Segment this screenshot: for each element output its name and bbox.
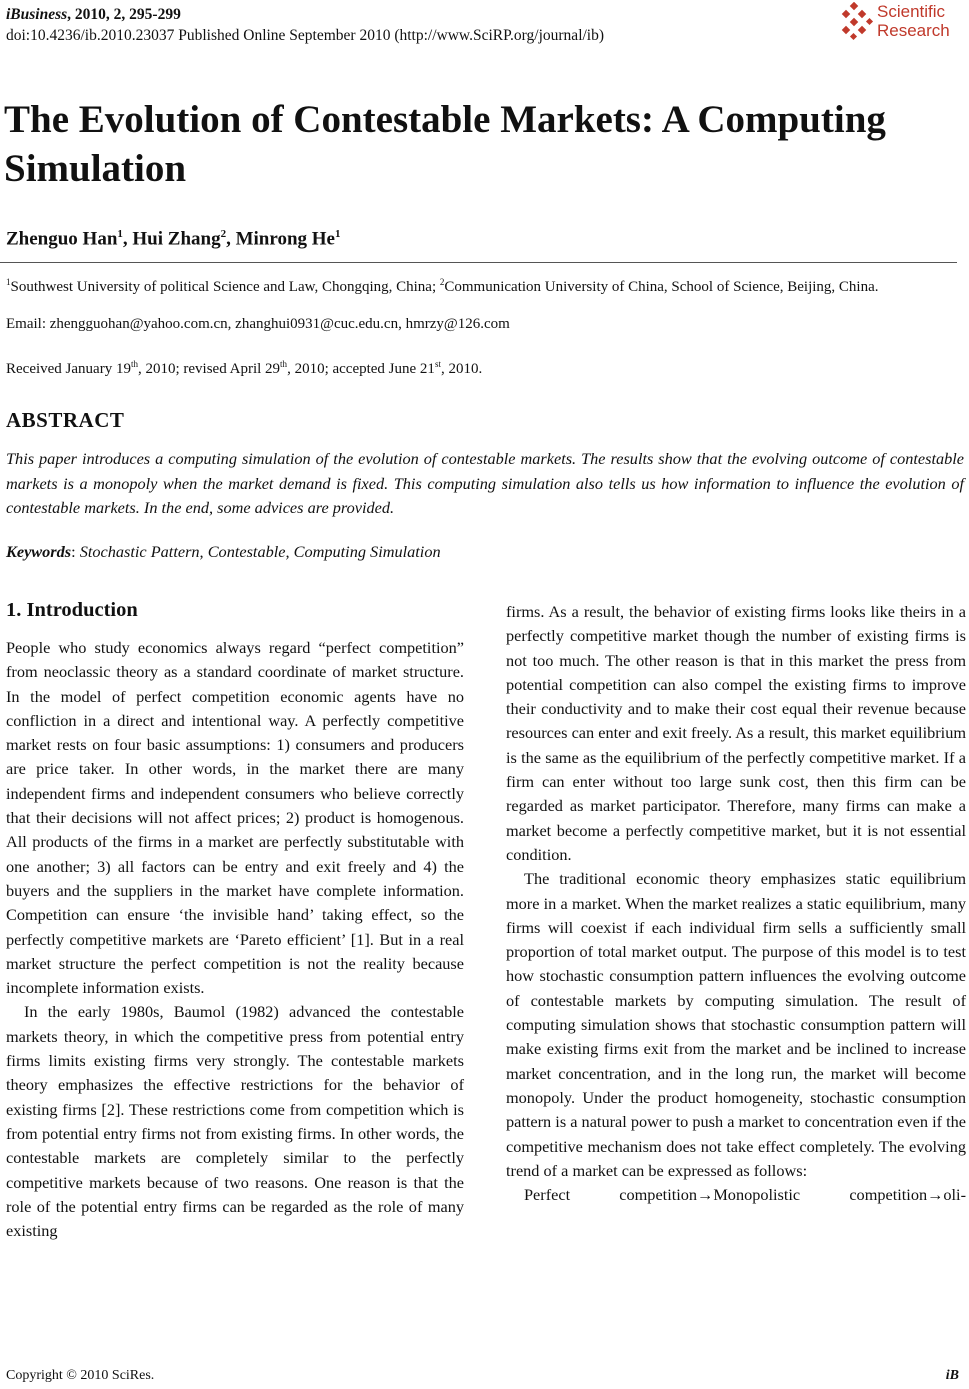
- section-heading-introduction: 1. Introduction: [6, 599, 138, 621]
- revised-date-text: , 2010; revised April 29: [137, 361, 281, 377]
- keywords-label: Keywords: [6, 542, 72, 561]
- journal-header: [6, 4, 604, 46]
- copyright-footer: Copyright © 2010 SciRes.: [6, 1368, 155, 1383]
- right-column: [506, 600, 966, 1207]
- affiliation-text: Communication University of China, School of Science, Beijing, China.: [444, 279, 879, 295]
- received-date-text: Received January 19: [6, 361, 131, 377]
- logo-line-2: Research: [877, 21, 950, 40]
- scientific-research-logo-icon: [837, 2, 875, 42]
- affiliation-text: Southwest University of political Science and Law, Chongqing, China;: [10, 279, 440, 295]
- body-paragraph: Perfect competition→Monopolistic competition→oli-: [524, 1185, 966, 1205]
- keywords-colon: :: [71, 542, 80, 561]
- ordinal-suffix: th: [130, 359, 138, 369]
- author-name: Minrong He: [235, 228, 335, 250]
- logo-line-1: Scientific: [877, 2, 946, 21]
- body-paragraph: firms. As a result, the behavior of existing firms looks like theirs in a perfectly competitive market though the number of existing firms is not too much. The other reason is that in this market the press from potential competition can also compel the existing firms to improve their conductivity and to make their cost equal their revenue because resources can enter and exit freely. As a result, this market equilibrium is the same as the equilibrium of the perfectly competitive market. If a firm can enter without too large sunk cost, then this firm can be regarded as market participator. Therefore, many firms can make a market become a perfectly competitive market, but it is not essential condition.: [506, 602, 966, 864]
- affiliation-mark: 1: [6, 277, 11, 287]
- author-affiliation-mark: 1: [117, 228, 123, 240]
- email-line: Email: zhengguohan@yahoo.com.cn, zhanghui0931@cuc.edu.cn, hmrzy@126.com: [6, 316, 510, 332]
- journal-citation: [6, 4, 604, 25]
- abstract-text: This paper introduces a computing simulation of the evolution of contestable markets. The results show that the evolving outcome of contestable markets is a monopoly when the market demand is fixed. This computing simulation also tells us how information to influence the evolution of contestable markets. In the end, some advices are provided.: [6, 449, 964, 517]
- ordinal-suffix: th: [280, 359, 288, 369]
- author-affiliation-mark: 1: [335, 228, 341, 240]
- author-name: Hui Zhang: [132, 228, 221, 250]
- author-list: [6, 228, 341, 250]
- affiliations: [6, 272, 946, 298]
- body-paragraph: People who study economics always regard “perfect competition” from neoclassic theory as a standard coordinate of market structure. In the model of perfect competition economic agents have no confliction in a direct and intentional way. A perfectly competitive market rests on four basic assumptions: 1) consumers and producers are price taker. In other words, in the market there are many independent firms and independent consumers who believe correctly that their decisions will not affect prices; 2) product is homogenous. All products of the firms in a market are perfectly substitutable with one another; 3) all factors can be entry and exit freely and 4) the buyers and the suppliers in the market have complete information. Competition can ensure ‘the invisible hand’ taking effect, so the perfectly competitive markets are ‘Pareto efficient’ [1]. But in a real market structure the perfect competition is not the reality because incomplete information exists.: [6, 638, 464, 998]
- journal-abbrev-footer: iB: [945, 1368, 959, 1383]
- author-name: Zhenguo Han: [6, 228, 118, 250]
- logo-text: [877, 2, 950, 40]
- author-separator: ,: [226, 228, 236, 250]
- author-affiliation-mark: 2: [220, 228, 227, 240]
- accepted-date-text: , 2010; accepted June 21: [287, 361, 435, 377]
- date-end-text: , 2010.: [440, 361, 483, 377]
- abstract-heading: ABSTRACT: [6, 408, 125, 432]
- header-divider: [0, 262, 957, 263]
- journal-name: iBusiness: [6, 6, 68, 23]
- keywords-text: Stochastic Pattern, Contestable, Computing Simulation: [79, 542, 441, 561]
- left-column: [6, 636, 464, 1243]
- volume-info: , 2010, 2, 295-299: [67, 6, 181, 23]
- body-paragraph: The traditional economic theory emphasizes static equilibrium more in a market. When the market realizes a static equilibrium, many firms will coexist if each individual firm sells a sufficiently small proportion of total market output. The purpose of this model is to test how stochastic consumption pattern influences the evolving outcome of contestable markets by computing simulation. The result of computing simulation shows that stochastic consumption pattern will make existing firms exit from the market and be inclined to increase market concentration, and in the long run, the market will become monopoly. Under the product homogeneity, stochastic consumption pattern is a natural power to push a market to concentration even if the competitive mechanism does not take effect completely. The evolving trend of a market can be expressed as follows:: [506, 869, 966, 1180]
- received-dates: [6, 359, 482, 378]
- ordinal-suffix: st: [434, 359, 441, 369]
- paper-title: The Evolution of Contestable Markets: A Computing Simulation: [4, 98, 886, 190]
- doi-line: doi:10.4236/ib.2010.23037 Published Online September 2010 (http://www.SciRP.org/journal/ib): [6, 27, 605, 44]
- body-paragraph: In the early 1980s, Baumol (1982) advanced the contestable markets theory, in which the competitive press from potential entry firms limits existing firms very strongly. The contestable markets theory emphasizes the effective restrictions for the behavior of existing firms [2]. These restrictions come from competition which is from potential entry firms not from existing firms. In other words, the contestable markets are completely similar to the perfectly competitive markets because of two reasons. One reason is that the role of the potential entry firms can be regarded as the role of many existing: [6, 1002, 464, 1241]
- keywords-line: [6, 542, 441, 562]
- publisher-logo: [837, 2, 961, 44]
- affiliation-mark: 2: [439, 277, 445, 287]
- author-separator: ,: [122, 228, 133, 250]
